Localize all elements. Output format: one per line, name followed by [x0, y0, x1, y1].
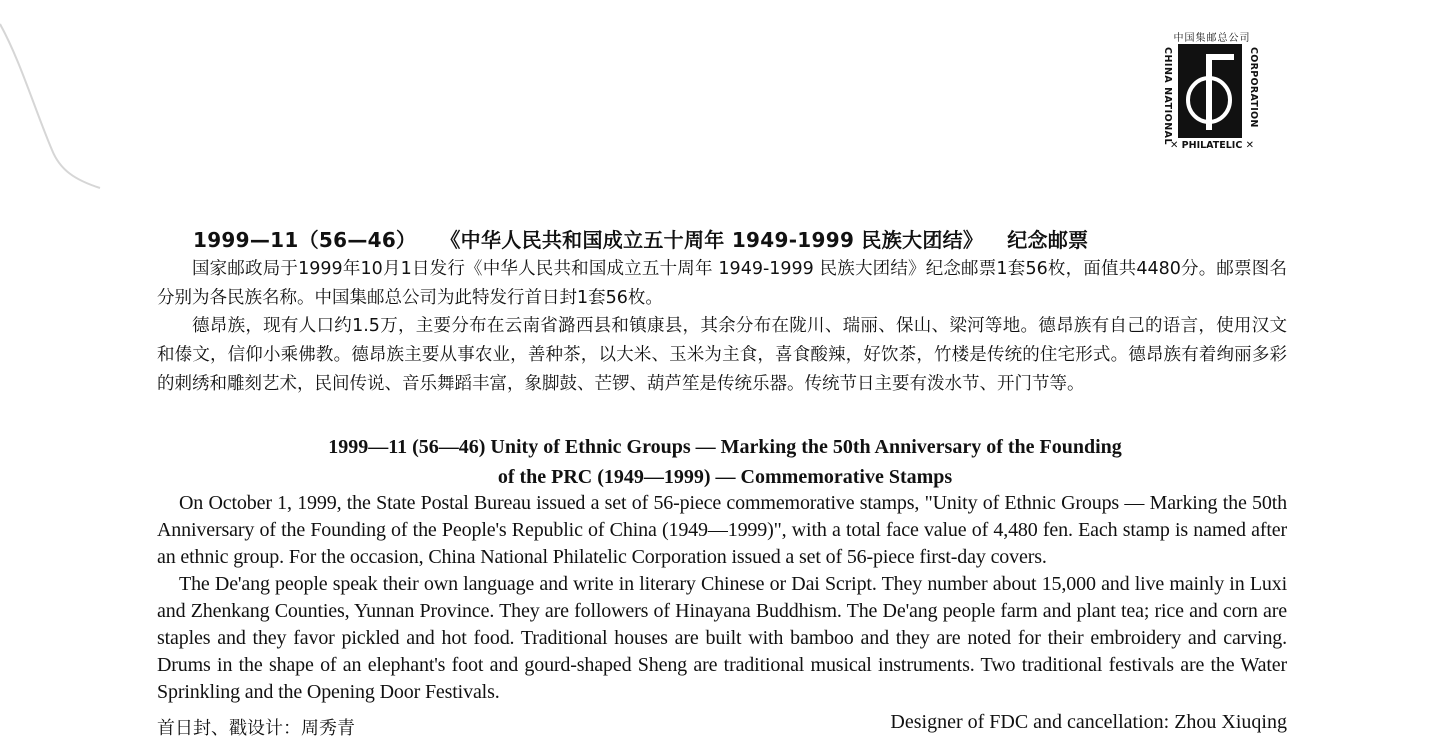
chinese-paragraph-issue: 国家邮政局于1999年10月1日发行《中华人民共和国成立五十周年 1949-1999 民族大团结》纪念邮票1套56枚，面值共4480分。邮票图名分别为各民族名称。中国集邮总公司为此特发行首日封1套56枚。 [157, 259, 1287, 308]
philatelic-corporation-logo [1158, 29, 1266, 155]
logo-bottom-text: PHILATELIC [1181, 140, 1243, 151]
chinese-title [193, 224, 1293, 253]
english-paragraph-issue: On October 1, 1999, the State Postal Bureau issued a set of 56-piece commemorative stamps, "Unity of Ethnic Groups — Marking the 50th Anniversary of the Founding of the People's Republic of China (1949—1999)", with a total face value of 4,480 fen. Each stamp is named after an ethnic group. For the occasion, China National Philatelic Corporation issued a set of 56-piece first-day covers. [157, 492, 1287, 568]
ornament-left-icon: ✕ [1169, 140, 1179, 151]
logo-top-text: 中国集邮总公司 [1173, 33, 1251, 44]
chinese-title-name: 《中华人民共和国成立五十周年 1949-1999 民族大团结》 [440, 228, 984, 252]
chinese-title-suffix: 纪念邮票 [1007, 228, 1089, 252]
logo-right-text: CORPORATION [1248, 47, 1259, 128]
english-paragraph-deang: The De'ang people speak their own language and write in literary Chinese or Dai Script. They number about 15,000 and live mainly in Luxi and Zhenkang Counties, Yunnan Province. They are followers of Hinayana Buddhism. The De'ang people farm and plant tea; rice and corn are staples and they favor pickled and hot food. Traditional houses are built with bamboo and they are noted for their embroidery and carving. Drums in the shape of an elephant's foot and gourd-shaped Sheng are traditional musical instruments. Two traditional festivals are the Water Sprinkling and the Opening Door Festivals. [157, 573, 1287, 703]
chinese-title-code: 1999—11（56—46） [193, 228, 417, 252]
fifty-emblem-icon [1178, 44, 1242, 138]
designer-credit-english: Designer of FDC and cancellation: Zhou Xiuqing [890, 711, 1287, 733]
english-title-line2: of the PRC (1949—1999) — Commemorative Stamps [497, 466, 953, 488]
logo-emblem [1178, 44, 1242, 138]
ornament-right-icon: ✕ [1245, 140, 1255, 151]
logo-left-text: CHINA NATIONAL [1162, 47, 1173, 146]
english-title-line1: 1999—11 (56—46) Unity of Ethnic Groups — Marking the 50th Anniversary of the Founding [328, 436, 1122, 458]
chinese-paragraph-deang: 德昂族，现有人口约1.5万，主要分布在云南省潞西县和镇康县，其余分布在陇川、瑞丽、保山、梁河等地。德昂族有自己的语言，使用汉文和傣文，信仰小乘佛教。德昂族主要从事农业，善种茶，以大米、玉米为主食，喜食酸辣，好饮茶，竹楼是传统的住宅形式。德昂族有着绚丽多彩的刺绣和雕刻艺术，民间传说、音乐舞蹈丰富，象脚鼓、芒锣、葫芦笙是传统乐器。传统节日主要有泼水节、开门节等。 [157, 316, 1287, 394]
logo-bottom-line [1162, 140, 1262, 151]
english-title [160, 432, 1290, 492]
designer-credit-chinese: 首日封、戳设计：周秀青 [157, 718, 355, 739]
